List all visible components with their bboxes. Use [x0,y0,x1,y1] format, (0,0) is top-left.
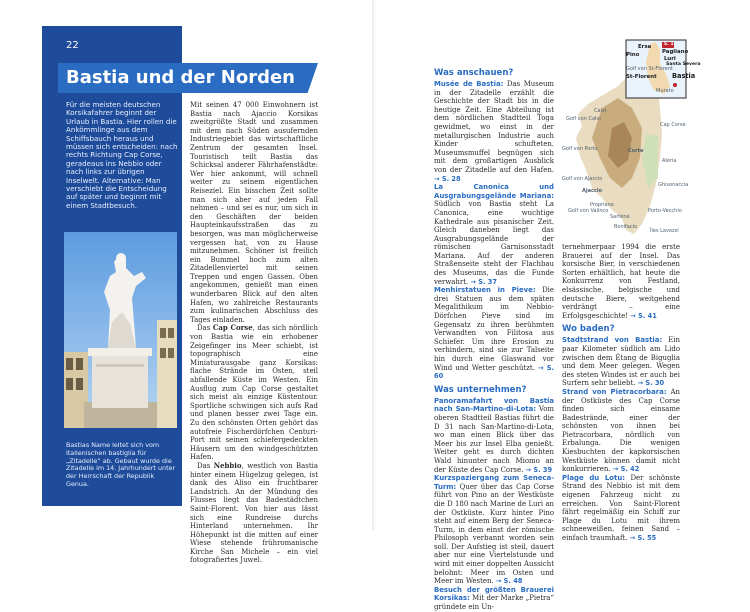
map-label-ghisonaccia: Ghisonaccia [658,182,689,188]
rest: , das sich nördlich von Bastia wie ein erhobener Zeigefinger ins Meer schiebt, ist topographisch eine Miniaturausgabe ganz Korsikas: flache Strände im Osten, steil abfallende Küste im Westen. Ein Ausflug zum Cap Corse gestaltet sich meist als einzige Küstentour. Sportliche schwingen sich aufs Rad und planen besser zwei Tage ein. Zu den schönsten Orten gehört das autofreie Fischerdörfchen Centuri-Port mit seinen schiefergedeckten Häusern um den windgeschützten Hafen. [190,324,319,462]
entry-text: Südlich von Bastia steht La Canonica, eine wuchtige Kathedrale aus pisanischer Zeit. Gleich daneben liegt das Ausgrabungsgelände der römischen Garnisonsstadt Mariana. Auf der anderen Straßenseite steht der Flachbau des Museums, das die Funde verwahrt. [434,200,554,286]
page-reference: → S. 41 [630,311,657,320]
map-label-lavezzi: Îles Lavezzi [650,228,679,234]
map-label-porto-vecchio: Porto-Vecchio [648,208,682,214]
section-heading-anschauen: Was anschauen? [434,68,514,78]
section-heading-baden: Wo baden? [562,324,615,335]
entry-text: Die drei Statuen aus dem späten Megalithikum im Nebbio-Dörfchen Pieve sind im Gegensatz zu ihren berühmten Verwandten von Filitosa aus Schiefer. Um ihre Erosion zu verhindern, sind sie zur Talseite hin durch eine Glaswand vor Wind und Wetter geschützt. [434,286,555,372]
map-inset-badge: S. 1 [664,42,674,47]
entry-plage-lotu [562,474,680,543]
entry-text: Das Museum in der Zitadelle erzählt die Geschichte der Stadt bis in die heutige Zeit. Eine Abteilung ist dem nördlichen Stadtteil Toga gewidmet, wo einst in der metallurgischen Industrie auch Kinder schufteten. Museumsmuffel begnügen sich mit dem großartigen Ausblick von der Zitadelle auf den Hafen. [434,80,554,174]
map-label-corte: Corte [628,148,644,154]
map-label-sartene: Sartène [610,214,630,220]
page-reference: → S. 42 [612,465,640,474]
entry-text: Vom oberen Stadtteil Bastias führt die D 31 nach San-Martino-di-Lota, wo man einen Blick über das Meer bis zur Insel Elba genießt. Weiter geht es durch dichten Wald hinunter nach Miomo an der Küste des Cap Corse. [434,405,554,474]
map-label-bastia: Bastia [672,72,696,80]
entry-text: An der Ostküste des Cap Corse finden sich einsame Badestrände, einer der schönsten von ihnen bei Pietracorbara, nördlich von Erbalunga. Die wenigen Kiesbuchten der kapkorsischen Westküste können damit nicht konkurrieren. [562,387,680,474]
entry-canonica [434,183,554,286]
map-label-aleria: Aléria [662,158,677,164]
entry-text: Ein paar Kilometer südlich am Lido zwischen dem Étang de Biguglia und dem Meer gelegen. Wegen des steten Windes ist er auch bei Surfern sehr beliebt. [562,336,680,388]
page-reference: → S. 28 [434,174,461,183]
term-cap-corse: Cap Corse [212,323,253,333]
photo-caption: Bastias Name leitet sich vom italienischen bastiglia für „Zitadelle“ ab. Gebaut wurde die Zitadelle im 14. Jahrhundert unter der Herrschaft der Republik Genua. [66,441,176,488]
entry-panoramafahrt [434,397,554,474]
entry-title: Menhirstatuen in Pieve: [434,286,536,295]
page-reference: → S. 48 [495,577,523,586]
map-label-pagliano: Pagliano [662,49,689,55]
map-label-santa-severa: Santa Severa [666,62,701,67]
entry-title: Besuch der größten Brauerei Korsikas: [434,585,554,603]
entry-title: Panoramafahrt von Bastia nach San-Martino-di-Lota: [434,396,554,414]
map-label-ersa: Ersa [638,44,652,50]
map-label-murato: Murato [656,88,674,94]
page-number: 22 [66,40,79,51]
map-label-bonifacio: Bonifacio [614,224,638,230]
map-label-propriano: Propriano [590,202,614,208]
entry-text: Der schönste Strand des Nebbio ist mit dem eigenen Fahrzeug nicht zu erreichen. Von Saint-Florent fährt regelmäßig ein Schiff zur Plage du Lotu mit ihrem schneeweißen, feinen Sand – einfach traumhaft. [562,473,680,542]
entry-text: ternehmerpaar 1994 die erste Brauerei auf der Insel. Das korsische Bier, in verschiedenen Sorten erhältlich, hat heute die Konkurrenz von Festland, elsässische, belgische und deutsche Biere, weitgehend verdrängt – eine Erfolgsgeschichte! [562,243,680,320]
intro-text: Für die meisten deutschen Korsikafahrer beginnt der Urlaub in Bastia. Hier rollen die Ankömmlinge aus dem Schiffsbauch heraus und müssen sich entscheiden: nach rechts Richtung Cap Corse, geradeaus ins Nebbio oder nach links zur übrigen Inselwelt. Alternative: Man verschiebt die Entscheidung auf später und beginnt mit einem Stadtbesuch. [66,100,178,210]
map-label-calvi: Calvi [594,108,607,114]
page-reference: → S. 60 [434,363,554,381]
term-nebbio: Nebbio [213,460,242,470]
entry-title: Musée de Bastia: [434,80,504,88]
section-heading-unternehmen: Was unternehmen? [434,384,527,395]
statue-illustration [64,232,177,428]
map-label-st-florent: St-Florent [626,74,657,80]
main-text-column [190,101,318,565]
right-text-column-2 [562,243,680,543]
lead: Das [197,324,213,333]
map-label-golf-porto: Golf von Porto [562,146,598,152]
map-label-golf-st-florent: Golf von St-Florent [626,66,673,72]
brauerei-continued [562,243,680,320]
map-label-cap: Cap Corse [660,122,686,128]
entry-text: Quer über das Cap Corse führt von Pino an der Westküste die D 180 nach Marine de Luri an der Ostküste. Kurz hinter Pino steht auf einem Berg der Seneca-Turm, in dem einst der römische Philosoph verbannt worden sein soll. Der Aufstieg ist steil, dauert aber nur eine Viertelstunde und wird mit einer doppelten Aussicht belohnt: Meer im Osten und Meer im Westen. [434,482,554,586]
entry-text: Mit der Marke „Pietra“ gründete ein Un- [434,594,554,612]
paragraph-cap-corse [190,324,318,462]
map-label-ajaccio: Ajaccio [582,188,603,194]
page-reference: → S. 39 [525,465,553,474]
map-label-pino: Pino [626,52,640,58]
page-reference: → S. 30 [637,379,665,388]
paragraph-bastia: Mit seinen 47 000 Einwohnern ist Bastia nach Ajaccio Korsikas zweitgrößte Stadt und zusammen mit dem nach Süden ausufernden Industriegebiet das wirtschaftliche Zentrum der gesamten Insel. Touristisch teilt Bastia das Schicksal anderer Fährhafenstädte: Wer hier ankommt, will schnell weiter zu seinem eigentlichen Reiseziel. Ein bisschen Zeit sollte man sich aber auf jeden Fall nehmen – und sei es nur, um sich in den Geschäften der beiden Haupteinkaufsstraßen das zu besorgen, was man möglicherweise vergessen hat, von zu Hause mitzunehmen. Schöner ist freilich ein Bummel hoch zum alten Zitadellenviertel mit seinen Treppen und engen Gassen. Oben angekommen, genießt man einen wunderbaren Blick auf den alten Hafen, wo zahlreiche Restaurants zum kulinarischen Abschluss des Tages einladen. [190,101,318,324]
chapter-title: Bastia und der Norden [66,67,295,88]
map-label-golf-valinco: Golf von Valinco [568,208,609,214]
right-text-column-1 [434,68,554,612]
entry-brauerei [434,586,554,612]
paragraph-nebbio [190,462,318,565]
corsica-map [562,38,701,240]
entry-title: Plage du Lotu: [562,473,625,482]
statue-photo [64,232,177,428]
page-reference: → S. 55 [629,534,657,542]
lead: Das [197,461,214,470]
entry-pietracorbara [562,388,680,474]
entry-title: Stadtstrand von Bastia: [562,336,663,345]
entry-musee [434,80,554,183]
map-label-golf-ajaccio: Golf von Ajaccio [562,176,603,182]
map-label-golf-calvi: Golf von Calvi [566,116,601,122]
rest: , westlich von Bastia hinter einem Hügelzug gelegen, ist dank des Aliso ein fruchtbarer Landstrich. An der Mündung des Flusses liegt das Badestädtchen Saint-Florent. Von hier aus lässt sich eine Rundreise durchs Hinterland unternehmen. Ihr Höhepunkt ist die mitten auf einer Wiese stehende frühromanische Kirche San Michele – ein viel fotografiertes Juwel. [190,461,318,565]
page-reference: → S. 37 [470,277,497,286]
entry-title: La Canonica und Ausgrabungsgelände Mariana: [434,183,554,200]
map-label-luri: Luri [664,56,676,62]
entry-title: Strand von Pietracorbara: [562,387,667,396]
entry-title: Kurzspaziergang zum Seneca-Turm: [434,474,554,491]
entry-menhir [434,286,554,381]
entry-stadtstrand [562,336,680,388]
